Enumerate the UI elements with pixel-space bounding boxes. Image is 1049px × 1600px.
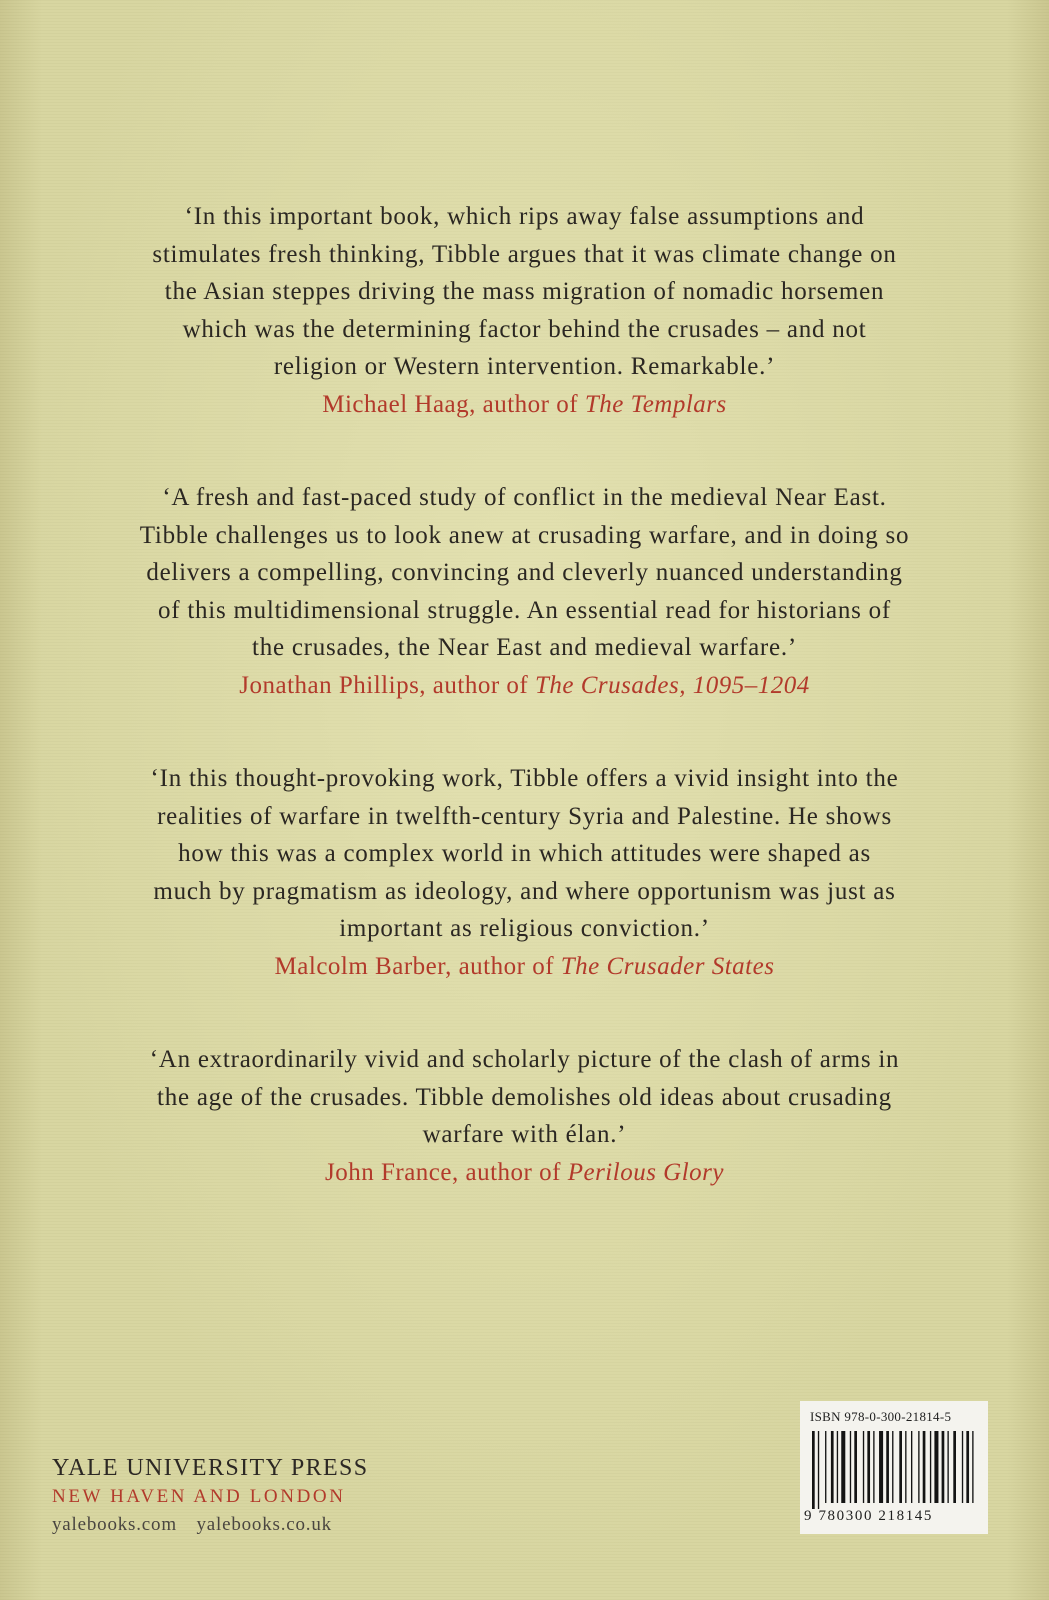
barcode-bar	[850, 1431, 851, 1503]
barcode-bar	[953, 1431, 956, 1503]
blurb-line: stimulates fresh thinking, Tibble argues that it was climate change on	[152, 240, 897, 268]
barcode-bar	[841, 1431, 845, 1503]
blurb-text	[40, 1041, 1009, 1154]
blurb-line: the age of the crusades. Tibble demolishes old ideas about crusading	[157, 1083, 892, 1111]
barcode-digits: 9 780300 218145	[804, 1508, 933, 1524]
barcode-bar	[918, 1431, 919, 1503]
barcode-bar	[942, 1431, 945, 1503]
website-us: yalebooks.com	[52, 1514, 177, 1535]
barcode-bar	[966, 1431, 969, 1503]
blurb-list	[40, 198, 1009, 1247]
barcode-bar	[947, 1431, 948, 1503]
attribution-author: Jonathan Phillips, author of	[239, 671, 535, 699]
blurb-line: realities of warfare in twelfth-century Syria and Palestine. He shows	[157, 802, 892, 830]
barcode-bar	[930, 1431, 931, 1503]
barcode-bar	[892, 1431, 893, 1503]
blurb-text	[40, 760, 1009, 948]
blurb-line: much by pragmatism as ideology, and where opportunism was just as	[153, 877, 896, 905]
blurb-line: delivers a compelling, convincing and cleverly nuanced understanding	[146, 559, 903, 586]
blurb-line: ‘A fresh and fast-paced study of conflict in the medieval Near East.	[162, 484, 887, 511]
barcode-bar	[886, 1431, 889, 1503]
barcode-bar	[905, 1431, 906, 1503]
blurb-line: religion or Western intervention. Remarkable.’	[273, 353, 776, 380]
barcode-bar	[831, 1431, 834, 1503]
barcode-icon	[810, 1431, 978, 1509]
blurb-line: Tibble challenges us to look anew at crusading warfare, and in doing so	[139, 521, 910, 549]
attribution-work-title: The Templars	[584, 390, 727, 418]
blurb-haag	[40, 198, 1009, 423]
blurb-line: ‘An extraordinarily vivid and scholarly picture of the clash of arms in	[149, 1046, 900, 1073]
barcode-bar	[972, 1431, 973, 1503]
barcode-bar	[962, 1431, 963, 1503]
barcode-bar	[818, 1431, 819, 1509]
blurb-line: how this was a complex world in which attitudes were shaped as	[178, 840, 871, 867]
barcode-bar	[825, 1431, 826, 1503]
attribution-work-title: The Crusader States	[560, 952, 775, 980]
barcode-bar	[863, 1431, 864, 1503]
barcode-bar	[911, 1431, 912, 1503]
blurb-line: warfare with élan.’	[422, 1121, 627, 1148]
barcode-bar	[867, 1431, 870, 1503]
barcode-bar	[837, 1431, 838, 1503]
barcode-bar	[854, 1431, 857, 1503]
barcode-bar	[812, 1431, 815, 1509]
blurb-attribution	[40, 948, 1009, 986]
publisher-name: YALE UNIVERSITY PRESS	[52, 1455, 369, 1481]
blurb-barber	[40, 760, 1009, 985]
blurb-line: ‘In this thought-provoking work, Tibble offers a vivid insight into the	[150, 765, 899, 792]
attribution-work-title: The Crusades, 1095–1204	[535, 671, 810, 699]
barcode-bar	[934, 1431, 938, 1503]
blurb-line: ‘In this important book, which rips away false assumptions and	[184, 203, 865, 230]
barcode-bar	[873, 1431, 874, 1503]
blurb-line: the crusades, the Near East and medieval warfare.’	[252, 634, 797, 661]
blurb-text	[40, 198, 1009, 386]
blurb-phillips	[40, 479, 1009, 704]
blurb-attribution	[40, 1154, 1009, 1192]
barcode-bar	[923, 1431, 926, 1503]
attribution-work-title: Perilous Glory	[567, 1158, 724, 1186]
blurb-attribution	[40, 386, 1009, 424]
blurb-france	[40, 1041, 1009, 1191]
attribution-author: Michael Haag, author of	[322, 390, 585, 418]
isbn-label: ISBN 978-0-300-21814-5	[810, 1409, 952, 1424]
blurb-line: the Asian steppes driving the mass migration of nomadic horsemen	[164, 278, 885, 305]
blurb-text	[40, 479, 1009, 667]
blurb-attribution	[40, 667, 1009, 705]
barcode-bar	[879, 1431, 883, 1503]
blurb-line: which was the determining factor behind the crusades – and not	[182, 315, 867, 343]
website-uk: yalebooks.co.uk	[196, 1514, 332, 1535]
isbn-barcode-block	[800, 1401, 988, 1534]
attribution-author: John France, author of	[325, 1158, 568, 1186]
barcode-bar	[899, 1431, 902, 1503]
publisher-city: NEW HAVEN AND LONDON	[52, 1486, 346, 1507]
blurb-line: important as religious conviction.’	[339, 915, 710, 942]
publisher-websites	[52, 1511, 369, 1539]
blurb-line: of this multidimensional struggle. An essential read for historians of	[158, 596, 891, 624]
attribution-author: Malcolm Barber, author of	[274, 952, 561, 980]
publisher-imprint	[52, 1453, 369, 1539]
